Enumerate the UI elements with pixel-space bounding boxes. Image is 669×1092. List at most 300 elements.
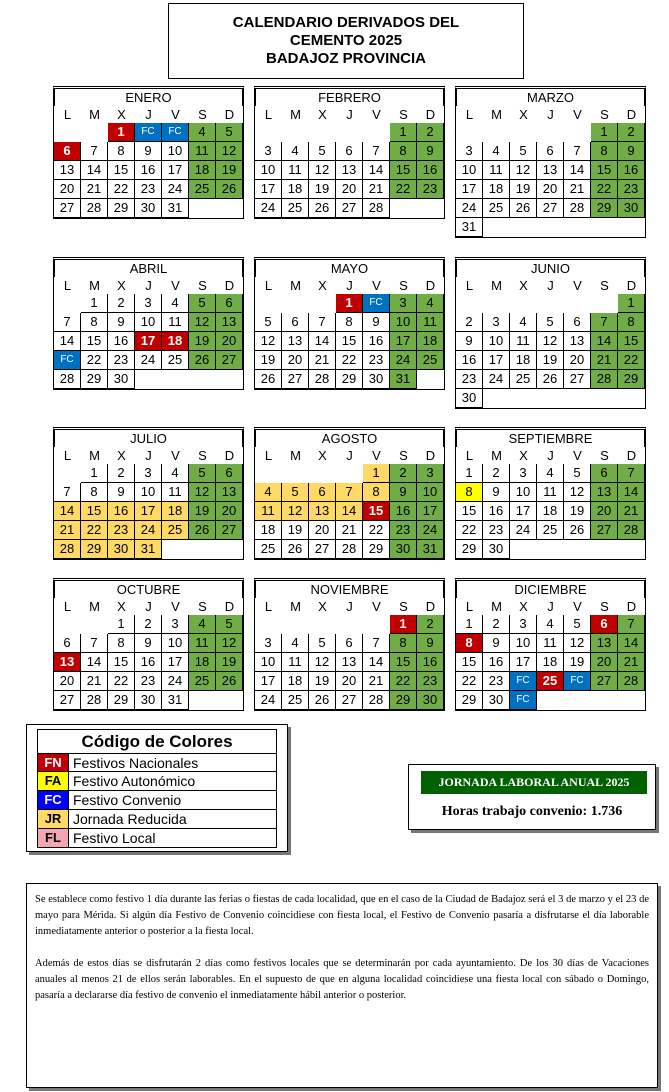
day-cell: 11 <box>162 313 189 332</box>
day-cell: 25 <box>282 691 309 710</box>
weekday-header: S <box>198 448 207 463</box>
day-cell: 1 <box>81 294 108 313</box>
day-cell: 17 <box>417 502 444 521</box>
weekday-header: V <box>372 278 381 293</box>
day-cell: 24 <box>255 199 282 218</box>
day-cell: 30 <box>135 691 162 710</box>
day-cell: 19 <box>216 161 243 180</box>
empty-cell <box>537 691 564 710</box>
day-cell: 19 <box>216 653 243 672</box>
empty-cell <box>483 294 510 313</box>
weekday-header: X <box>318 278 327 293</box>
day-cell: 21 <box>54 521 81 540</box>
empty-cell <box>510 294 537 313</box>
day-cell: 25 <box>189 672 216 691</box>
legend-label: Festivo Autonómico <box>73 773 196 789</box>
day-cell: 1 <box>390 615 417 634</box>
day-cell: 14 <box>309 332 336 351</box>
day-cell: 27 <box>336 199 363 218</box>
weekday-header: V <box>372 599 381 614</box>
day-cell: 14 <box>618 634 645 653</box>
day-cell: 31 <box>162 199 189 218</box>
day-cell: 26 <box>189 351 216 370</box>
weekday-header: L <box>465 278 474 293</box>
day-cell: 25 <box>255 540 282 559</box>
day-cell: 29 <box>591 199 618 218</box>
weekday-header: S <box>600 107 609 122</box>
legend-label: Festivos Nacionales <box>73 755 199 771</box>
day-cell: 16 <box>417 653 444 672</box>
day-cell: 18 <box>537 502 564 521</box>
day-cell: 22 <box>81 521 108 540</box>
day-cell: 17 <box>255 672 282 691</box>
day-cell: 25 <box>537 521 564 540</box>
day-cell: 22 <box>108 180 135 199</box>
day-cell: 18 <box>282 180 309 199</box>
day-cell: 14 <box>81 161 108 180</box>
empty-cell <box>336 464 363 483</box>
day-cell: 20 <box>591 502 618 521</box>
day-cell: 14 <box>81 653 108 672</box>
day-cell: 5 <box>564 464 591 483</box>
empty-cell <box>618 691 645 710</box>
day-cell: 3 <box>162 615 189 634</box>
day-cell: 3 <box>135 294 162 313</box>
day-cell: 23 <box>108 521 135 540</box>
day-cell: 2 <box>135 615 162 634</box>
day-cell: 26 <box>216 180 243 199</box>
empty-cell <box>564 540 591 559</box>
day-cell: 5 <box>216 123 243 142</box>
day-cell: 6 <box>537 142 564 161</box>
day-cell: 4 <box>255 483 282 502</box>
empty-cell <box>54 464 81 483</box>
weekday-header: V <box>171 278 180 293</box>
empty-cell <box>189 540 216 559</box>
day-cell: 10 <box>390 313 417 332</box>
day-cell: 13 <box>216 313 243 332</box>
day-cell: 10 <box>456 161 483 180</box>
day-cell: 9 <box>390 483 417 502</box>
day-cell: 7 <box>363 634 390 653</box>
day-cell: 19 <box>510 180 537 199</box>
day-cell: 24 <box>483 370 510 389</box>
day-cell: 7 <box>618 464 645 483</box>
day-cell: FC <box>162 123 189 142</box>
day-cell: 5 <box>309 634 336 653</box>
month-name: NOVIEMBRE <box>255 581 444 598</box>
day-cell: 3 <box>483 313 510 332</box>
day-cell: 30 <box>456 389 483 408</box>
empty-cell <box>510 540 537 559</box>
day-cell: 2 <box>108 464 135 483</box>
day-cell: 1 <box>456 464 483 483</box>
empty-cell <box>618 218 645 237</box>
day-cell: 17 <box>255 180 282 199</box>
month-junio <box>455 257 646 409</box>
day-cell: 6 <box>54 142 81 161</box>
day-cell: 28 <box>618 672 645 691</box>
day-cell: 22 <box>390 672 417 691</box>
day-cell: 22 <box>618 351 645 370</box>
empty-cell <box>483 389 510 408</box>
weekday-header: L <box>264 448 273 463</box>
day-cell: 31 <box>390 370 417 389</box>
day-cell: 16 <box>390 502 417 521</box>
day-cell: 8 <box>108 142 135 161</box>
day-cell: 15 <box>336 332 363 351</box>
weekday-header: D <box>224 278 235 293</box>
day-cell: 4 <box>510 313 537 332</box>
day-cell: 3 <box>390 294 417 313</box>
weekday-header: J <box>346 107 353 122</box>
weekday-header: D <box>626 278 637 293</box>
day-cell: 18 <box>189 653 216 672</box>
day-cell: 23 <box>417 180 444 199</box>
day-cell: FC <box>510 691 537 710</box>
day-cell: 12 <box>537 332 564 351</box>
day-cell: 28 <box>309 370 336 389</box>
day-cell: 14 <box>564 161 591 180</box>
day-cell: 27 <box>216 521 243 540</box>
day-cell: 19 <box>189 502 216 521</box>
month-name: ABRIL <box>54 260 243 277</box>
annual-workday-title: JORNADA LABORAL ANUAL 2025 <box>421 771 647 794</box>
day-cell: 15 <box>591 161 618 180</box>
day-cell: 19 <box>564 653 591 672</box>
day-cell: 29 <box>108 199 135 218</box>
empty-cell <box>537 389 564 408</box>
weekday-header: L <box>63 599 72 614</box>
legend-code: FN <box>38 754 69 771</box>
day-cell: 8 <box>456 483 483 502</box>
day-cell: 11 <box>537 634 564 653</box>
empty-cell <box>255 123 282 142</box>
day-cell: 4 <box>417 294 444 313</box>
day-cell: 12 <box>510 161 537 180</box>
weekday-header: M <box>491 107 502 122</box>
empty-cell <box>282 615 309 634</box>
day-cell: 18 <box>189 161 216 180</box>
day-cell: 12 <box>309 653 336 672</box>
day-cell: 9 <box>483 483 510 502</box>
day-cell: 5 <box>255 313 282 332</box>
empty-cell <box>255 615 282 634</box>
day-cell: 15 <box>81 502 108 521</box>
empty-cell <box>189 199 216 218</box>
day-cell: 30 <box>363 370 390 389</box>
day-cell: 15 <box>390 161 417 180</box>
weekday-header: X <box>117 107 126 122</box>
day-cell: 23 <box>618 180 645 199</box>
day-cell: 8 <box>618 313 645 332</box>
day-cell: 11 <box>162 483 189 502</box>
day-cell: 23 <box>363 351 390 370</box>
day-cell: 15 <box>390 653 417 672</box>
weekday-header: L <box>465 599 474 614</box>
weekday-header: L <box>264 599 273 614</box>
day-cell: 12 <box>216 634 243 653</box>
day-cell: 4 <box>162 464 189 483</box>
day-cell: 23 <box>108 351 135 370</box>
day-cell: 31 <box>456 218 483 237</box>
day-cell: 19 <box>282 521 309 540</box>
day-cell: 3 <box>135 464 162 483</box>
day-cell: 17 <box>456 180 483 199</box>
weekday-header: S <box>600 278 609 293</box>
day-cell: 10 <box>135 313 162 332</box>
day-cell: 22 <box>336 351 363 370</box>
day-cell: 27 <box>54 199 81 218</box>
day-cell: 17 <box>162 161 189 180</box>
day-cell: 24 <box>162 672 189 691</box>
day-cell: 17 <box>135 502 162 521</box>
day-cell: 21 <box>336 521 363 540</box>
day-cell: 15 <box>456 502 483 521</box>
day-cell: 22 <box>456 672 483 691</box>
weekday-header: J <box>145 599 152 614</box>
day-cell: 4 <box>282 634 309 653</box>
day-cell: 10 <box>162 634 189 653</box>
day-cell: 4 <box>483 142 510 161</box>
day-cell: 13 <box>282 332 309 351</box>
empty-cell <box>216 370 243 389</box>
day-cell: 5 <box>189 294 216 313</box>
day-cell: 6 <box>216 294 243 313</box>
day-cell: 28 <box>363 691 390 710</box>
day-cell: 9 <box>456 332 483 351</box>
empty-cell <box>510 218 537 237</box>
empty-cell <box>309 464 336 483</box>
day-cell: 21 <box>363 672 390 691</box>
day-cell: 31 <box>135 540 162 559</box>
day-cell: 20 <box>282 351 309 370</box>
legend-code: JR <box>38 810 69 828</box>
day-cell: 25 <box>282 199 309 218</box>
empty-cell <box>255 294 282 313</box>
weekday-header: J <box>346 448 353 463</box>
empty-cell <box>456 123 483 142</box>
day-cell: 23 <box>456 370 483 389</box>
weekday-header: L <box>63 107 72 122</box>
calendar-title-box <box>168 3 524 79</box>
month-octubre <box>53 578 244 711</box>
day-cell: 30 <box>390 540 417 559</box>
day-cell: 29 <box>336 370 363 389</box>
weekday-header: L <box>465 107 474 122</box>
day-cell: 20 <box>591 653 618 672</box>
day-cell: 23 <box>417 672 444 691</box>
day-cell: 27 <box>564 370 591 389</box>
empty-cell <box>216 691 243 710</box>
month-agosto <box>254 427 445 560</box>
day-cell: 19 <box>189 332 216 351</box>
weekday-header: V <box>573 448 582 463</box>
legend-row <box>37 791 277 810</box>
day-cell: 29 <box>363 540 390 559</box>
month-noviembre <box>254 578 445 711</box>
empty-cell <box>591 691 618 710</box>
empty-cell <box>417 370 444 389</box>
annual-workday-hours: Horas trabajo convenio: 1.736 <box>441 804 623 819</box>
day-cell: 1 <box>618 294 645 313</box>
day-cell: 26 <box>255 370 282 389</box>
day-cell: 13 <box>336 161 363 180</box>
empty-cell <box>591 540 618 559</box>
day-cell: 16 <box>363 332 390 351</box>
day-cell: 18 <box>162 332 189 351</box>
month-name: JUNIO <box>456 260 645 277</box>
weekday-header: L <box>264 278 273 293</box>
weekday-header: S <box>399 278 408 293</box>
day-cell: 24 <box>135 521 162 540</box>
day-cell: 10 <box>417 483 444 502</box>
day-cell: 28 <box>591 370 618 389</box>
day-cell: 27 <box>54 691 81 710</box>
day-cell: 8 <box>108 634 135 653</box>
legend-title: Código de Colores <box>37 729 277 753</box>
weekday-header: J <box>547 278 554 293</box>
day-cell: 7 <box>54 483 81 502</box>
day-cell: 30 <box>108 540 135 559</box>
day-cell: 10 <box>510 483 537 502</box>
day-cell: 30 <box>135 199 162 218</box>
day-cell: 18 <box>510 351 537 370</box>
day-cell: 4 <box>537 464 564 483</box>
day-cell: 13 <box>537 161 564 180</box>
day-cell: 13 <box>591 634 618 653</box>
day-cell: 2 <box>483 615 510 634</box>
weekday-header: S <box>198 107 207 122</box>
weekday-header: V <box>372 107 381 122</box>
empty-cell <box>363 615 390 634</box>
legend-code: FC <box>38 791 69 809</box>
weekday-header: V <box>171 448 180 463</box>
day-cell: 6 <box>216 464 243 483</box>
empty-cell <box>564 294 591 313</box>
month-name: DICIEMBRE <box>456 581 645 598</box>
day-cell: 19 <box>564 502 591 521</box>
month-mayo <box>254 257 445 390</box>
day-cell: FC <box>363 294 390 313</box>
weekday-header: S <box>600 599 609 614</box>
weekday-header: L <box>264 107 273 122</box>
day-cell: 2 <box>108 294 135 313</box>
weekday-header: M <box>290 278 301 293</box>
day-cell: 6 <box>309 483 336 502</box>
day-cell: 20 <box>54 672 81 691</box>
day-cell: 17 <box>510 653 537 672</box>
day-cell: 16 <box>135 653 162 672</box>
day-cell: 1 <box>591 123 618 142</box>
day-cell: 2 <box>483 464 510 483</box>
day-cell: 1 <box>108 615 135 634</box>
weekday-header: S <box>600 448 609 463</box>
day-cell: 5 <box>282 483 309 502</box>
title-line-1: CALENDARIO DERIVADOS DEL <box>232 14 460 31</box>
day-cell: 15 <box>363 502 390 521</box>
note-paragraph-2: Además de estos días se disfrutarán 2 días como festivos locales que se determinarán por cada ayuntamiento. De los 30 días de Vacaciones anuales al menos 21 de ellos serán laborables. En el supuesto de que en alguna localidad coincidiese una fiesta local con sábado o Domingo, pasaría a declararse día festivo de convenio el inmediatamente hábil anterior o posterior. <box>35 958 649 1001</box>
empty-cell <box>591 218 618 237</box>
day-cell: 6 <box>282 313 309 332</box>
weekday-header: D <box>425 107 436 122</box>
day-cell: 31 <box>417 540 444 559</box>
weekday-header: X <box>519 599 528 614</box>
day-cell: 24 <box>162 180 189 199</box>
empty-cell <box>81 615 108 634</box>
weekday-header: D <box>224 599 235 614</box>
empty-cell <box>54 615 81 634</box>
day-cell: 7 <box>81 634 108 653</box>
weekday-header: V <box>573 599 582 614</box>
day-cell: 25 <box>537 672 564 691</box>
weekday-header: X <box>318 599 327 614</box>
day-cell: 14 <box>336 502 363 521</box>
day-cell: 17 <box>135 332 162 351</box>
weekday-header: L <box>465 448 474 463</box>
empty-cell <box>591 294 618 313</box>
day-cell: 10 <box>483 332 510 351</box>
day-cell: 16 <box>618 161 645 180</box>
month-julio <box>53 427 244 560</box>
day-cell: 24 <box>135 351 162 370</box>
day-cell: 21 <box>363 180 390 199</box>
month-name: OCTUBRE <box>54 581 243 598</box>
empty-cell <box>336 615 363 634</box>
legend-code: FA <box>38 772 69 790</box>
weekday-header: D <box>626 107 637 122</box>
day-cell: 14 <box>591 332 618 351</box>
day-cell: 29 <box>456 691 483 710</box>
day-cell: 7 <box>363 142 390 161</box>
day-cell: 26 <box>216 672 243 691</box>
day-cell: 22 <box>390 180 417 199</box>
empty-cell <box>255 464 282 483</box>
day-cell: 21 <box>618 653 645 672</box>
legend-label: Festivo Local <box>73 830 156 846</box>
day-cell: 5 <box>309 142 336 161</box>
day-cell: 18 <box>282 672 309 691</box>
day-cell: 30 <box>483 691 510 710</box>
weekday-header: J <box>145 278 152 293</box>
day-cell: 23 <box>483 672 510 691</box>
day-cell: 27 <box>336 691 363 710</box>
day-cell: 8 <box>81 483 108 502</box>
weekday-header: S <box>198 278 207 293</box>
day-cell: 9 <box>417 142 444 161</box>
empty-cell <box>336 123 363 142</box>
legend-row <box>37 810 277 829</box>
weekday-header: D <box>425 278 436 293</box>
legend-row <box>37 829 277 848</box>
day-cell: 23 <box>390 521 417 540</box>
empty-cell <box>216 199 243 218</box>
day-cell: 26 <box>282 540 309 559</box>
day-cell: 26 <box>189 521 216 540</box>
empty-cell <box>309 123 336 142</box>
day-cell: 22 <box>108 672 135 691</box>
weekday-header: X <box>519 448 528 463</box>
day-cell: 16 <box>108 332 135 351</box>
day-cell: 30 <box>483 540 510 559</box>
day-cell: 14 <box>618 483 645 502</box>
weekday-header: S <box>399 599 408 614</box>
day-cell: 10 <box>135 483 162 502</box>
day-cell: 9 <box>483 634 510 653</box>
day-cell: 11 <box>417 313 444 332</box>
weekday-header: M <box>89 107 100 122</box>
day-cell: 4 <box>189 615 216 634</box>
